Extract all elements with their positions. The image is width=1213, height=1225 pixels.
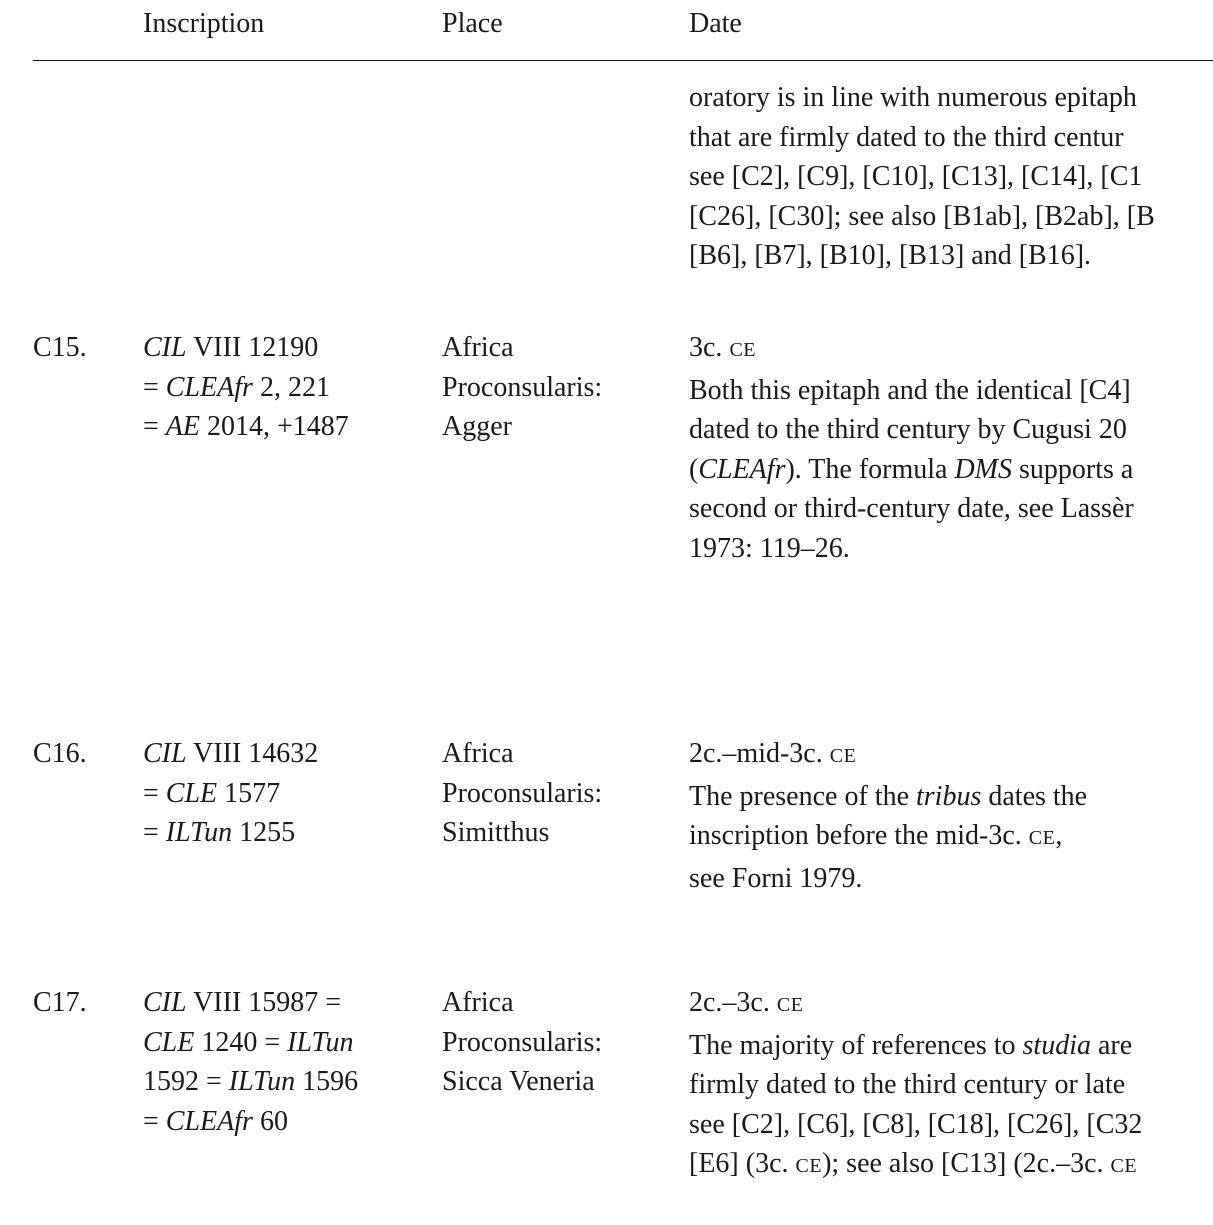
place-line: Proconsularis: [442, 777, 603, 809]
note-line: see [C2], [C9], [C10], [C13], [C14], [C1 [689, 161, 1143, 192]
place-cell [442, 734, 602, 853]
date-cell [689, 983, 1142, 1187]
note-line: [C26], [C30]; see also [B1ab], [B2ab], [B [689, 200, 1155, 232]
note-line: Both this epitaph and the identical [C4] [689, 374, 1131, 406]
place-line: Simitthus [442, 817, 550, 848]
date-cell [689, 734, 1087, 898]
place-line: Africa [442, 332, 514, 363]
entry-number: C17. [33, 987, 87, 1018]
note-line: oratory is in line with numerous epitaph [689, 82, 1137, 113]
header-rule [33, 60, 1213, 61]
inscription-line: = CLEAfr 60 [143, 1105, 288, 1137]
inscription-line: CIL VIII 12190 [143, 332, 319, 363]
inscription-line: CLE 1240 = ILTun [143, 1026, 354, 1058]
inscription-reference [143, 328, 349, 447]
entry-number: C15. [33, 332, 87, 363]
note-line: see [C2], [C6], [C8], [C18], [C26], [C32 [689, 1108, 1143, 1140]
note-line: [B6], [B7], [B10], [B13] and [B16]. [689, 240, 1092, 271]
place-line: Africa [442, 987, 514, 1018]
inscription-line: CIL VIII 14632 [143, 738, 319, 769]
inscription-line: = CLEAfr 2, 221 [143, 371, 330, 403]
place-cell [442, 328, 602, 447]
place-line: Proconsularis: [442, 1026, 603, 1058]
inscription-reference [143, 734, 318, 853]
inscription-line: CIL VIII 15987 = [143, 987, 342, 1018]
note-line: that are firmly dated to the third centur [689, 121, 1124, 153]
continued-date-note [689, 78, 1155, 276]
note-line: The majority of references to studia are [689, 1029, 1133, 1061]
date-cell [689, 328, 1134, 568]
place-line: Sicca Veneria [442, 1066, 595, 1097]
inscription-reference [143, 983, 358, 1141]
place-line: Africa [442, 738, 514, 769]
note-line: [E6] (3c. CE); see also [C13] (2c.–3c. CE [689, 1148, 1138, 1179]
column-header-place: Place [442, 8, 503, 39]
note-line: 1973: 119–26. [689, 532, 850, 564]
inscription-line: = CLE 1577 [143, 777, 281, 809]
place-line: Agger [442, 411, 512, 442]
date-heading: 2c.–mid-3c. CE [689, 738, 857, 769]
note-line: second or third-century date, see Lassèr [689, 493, 1134, 524]
note-line: The presence of the tribus dates the [689, 780, 1088, 812]
inscription-line: = ILTun 1255 [143, 817, 296, 848]
place-line: Proconsularis: [442, 371, 603, 403]
place-cell [442, 983, 602, 1102]
note-line: dated to the third century by Cugusi 20 [689, 414, 1127, 445]
column-header-inscription: Inscription [143, 8, 265, 39]
table-header [0, 0, 1213, 60]
note-line: see Forni 1979. [689, 862, 863, 894]
date-heading: 3c. CE [689, 332, 756, 363]
note-line: (CLEAfr). The formula DMS supports a [689, 453, 1134, 485]
entry-number: C16. [33, 738, 87, 769]
note-line: firmly dated to the third century or late [689, 1069, 1126, 1100]
column-header-date: Date [689, 8, 742, 39]
inscription-line: = AE 2014, +1487 [143, 411, 349, 442]
date-heading: 2c.–3c. CE [689, 987, 804, 1018]
note-line: inscription before the mid-3c. CE, [689, 820, 1063, 851]
inscription-line: 1592 = ILTun 1596 [143, 1066, 359, 1097]
